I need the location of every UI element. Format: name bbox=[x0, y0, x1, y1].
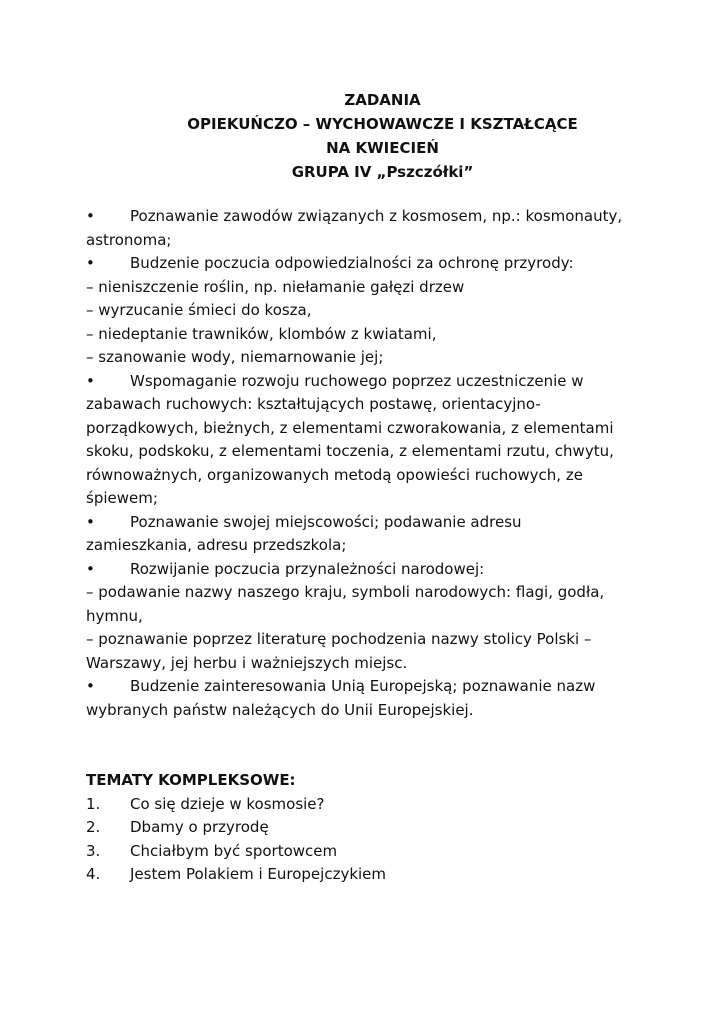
text-line: zabawach ruchowych: kształtujących postawę, orientacyjno- bbox=[86, 395, 541, 413]
list-item-text: Budzenie poczucia odpowiedzialności za ochronę przyrody: bbox=[130, 254, 574, 272]
list-item-text: Wspomaganie rozwoju ruchowego poprzez uczestniczenie w bbox=[130, 371, 584, 390]
list-item bbox=[86, 511, 646, 535]
list-item-text: Budzenie zainteresowania Unią Europejską; poznawanie nazw bbox=[130, 677, 596, 695]
bullet-icon: • bbox=[86, 559, 95, 578]
topic-text: Co się dzieje w kosmosie? bbox=[130, 794, 325, 813]
list-item bbox=[86, 252, 646, 276]
bullet-icon: • bbox=[86, 677, 95, 695]
list-item bbox=[86, 558, 646, 582]
text-line: śpiewem; bbox=[86, 489, 158, 507]
list-item bbox=[86, 370, 646, 394]
text-line: hymnu, bbox=[86, 606, 143, 625]
topic-number: 2. bbox=[86, 818, 101, 836]
bullet-icon: • bbox=[86, 371, 95, 390]
text-line: Warszawy, jej herbu i ważniejszych miejsc. bbox=[86, 653, 408, 672]
topic-number: 1. bbox=[86, 794, 101, 813]
topic-item bbox=[86, 863, 646, 887]
document-body bbox=[86, 205, 646, 887]
topic-item bbox=[86, 816, 646, 840]
list-item-text: Poznawanie zawodów związanych z kosmosem, np.: kosmonauty, bbox=[130, 207, 623, 225]
list-item bbox=[86, 675, 646, 699]
text-line: porządkowych, bieżnych, z elementami czworakowania, z elementami bbox=[86, 418, 614, 437]
topic-number: 3. bbox=[86, 841, 101, 860]
sub-item: – szanowanie wody, niemarnowanie jej; bbox=[86, 348, 384, 366]
text-line: zamieszkania, adresu przedszkola; bbox=[86, 536, 347, 554]
list-item-text: Poznawanie swojej miejscowości; podawanie adresu bbox=[130, 512, 522, 531]
header-title: ZADANIA bbox=[344, 91, 421, 109]
bullet-icon: • bbox=[86, 207, 95, 225]
topic-text: Chciałbym być sportowcem bbox=[130, 841, 338, 860]
document-header bbox=[0, 88, 725, 184]
sub-item: – wyrzucanie śmieci do kosza, bbox=[86, 301, 312, 319]
header-month: NA KWIECIEŃ bbox=[326, 139, 439, 157]
sub-item: – podawanie nazwy naszego kraju, symboli narodowych: flagi, godła, bbox=[86, 583, 605, 601]
bullet-icon: • bbox=[86, 254, 95, 272]
sub-item: – nieniszczenie roślin, np. niełamanie gałęzi drzew bbox=[86, 277, 465, 296]
sub-item: – niedeptanie trawników, klombów z kwiatami, bbox=[86, 324, 437, 343]
topic-item bbox=[86, 840, 646, 864]
topics-heading: TEMATY KOMPLEKSOWE: bbox=[86, 771, 296, 789]
topic-text: Dbamy o przyrodę bbox=[130, 818, 269, 836]
text-line: skoku, podskoku, z elementami toczenia, z elementami rzutu, chwytu, bbox=[86, 442, 614, 460]
list-item bbox=[86, 205, 646, 229]
topic-text: Jestem Polakiem i Europejczykiem bbox=[130, 865, 387, 883]
topic-item bbox=[86, 793, 646, 817]
bullet-icon: • bbox=[86, 512, 95, 531]
text-line: astronoma; bbox=[86, 230, 172, 249]
header-group: GRUPA IV „Pszczółki” bbox=[291, 163, 474, 181]
text-line: równoważnych, organizowanych metodą opowieści ruchowych, ze bbox=[86, 465, 583, 484]
header-subtitle: OPIEKUŃCZO – WYCHOWAWCZE I KSZTAŁCĄCE bbox=[187, 115, 578, 133]
topic-number: 4. bbox=[86, 865, 101, 883]
text-line: wybranych państw należących do Unii Europejskiej. bbox=[86, 700, 474, 719]
sub-item: – poznawanie poprzez literaturę pochodzenia nazwy stolicy Polski – bbox=[86, 630, 592, 648]
list-item-text: Rozwijanie poczucia przynależności narodowej: bbox=[130, 559, 485, 578]
section-spacer bbox=[86, 722, 646, 769]
